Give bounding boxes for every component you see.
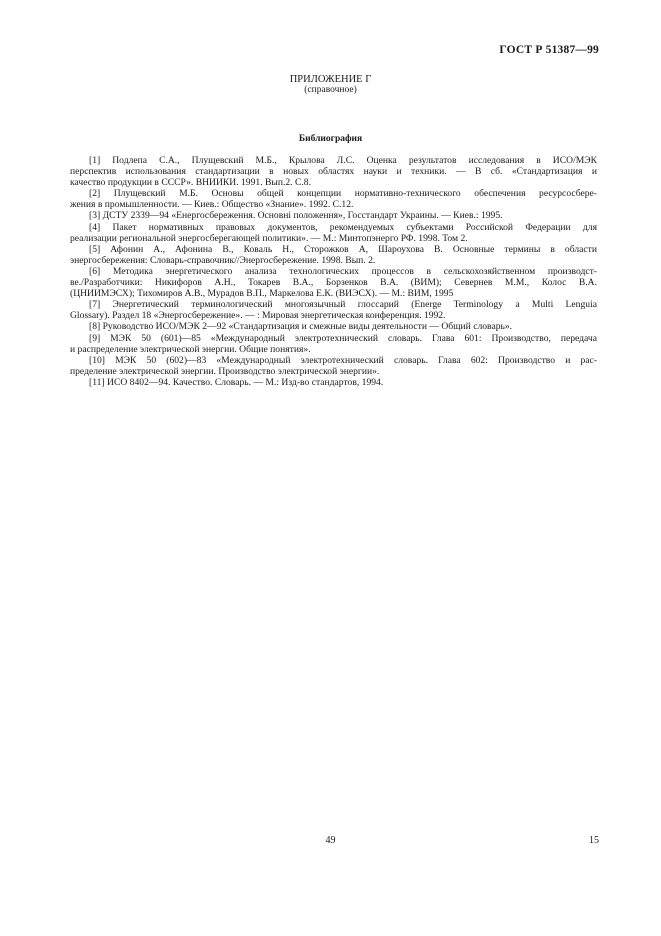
- bibliography-entry-line: [7] Энергетический терминологический многоязычный глоссарий (Energe Terminology a Multi Lenguia: [89, 299, 597, 311]
- bibliography-entry-line: [9] МЭК 50 (601)—85 «Международный электротехнический словарь. Глава 601: Производство, передача: [89, 332, 597, 344]
- bibliography-entry: [70, 333, 597, 355]
- bibliography-entry: [70, 210, 597, 221]
- bibliography-entry-line: энергосбережения: Словарь-справочник//Энергосбережение. 1998. Вып. 2.: [70, 254, 376, 266]
- bibliography-entry-line: Glossary). Раздел 18 «Энергосбережение». — : Мировая энергетическая конференция. 1992.: [70, 310, 446, 322]
- bibliography-entry: [70, 244, 597, 266]
- bibliography-entry: [70, 355, 597, 377]
- bibliography-entry-line: [4] Пакет нормативных правовых документов, рекомендуемых субъектами Российской Федерации для: [89, 221, 597, 233]
- bibliography-entry-line: [11] ИСО 8402—94. Качество. Словарь. — М.: Изд-во стандартов, 1994.: [89, 376, 384, 388]
- bibliography-entry: [70, 321, 597, 332]
- bibliography-list: [70, 155, 597, 388]
- bibliography-entry: [70, 377, 597, 388]
- appendix-title: ПРИЛОЖЕНИЕ Г: [289, 74, 372, 85]
- sheet-number: 15: [589, 835, 599, 846]
- bibliography-entry-line: [3] ДСТУ 2339—94 «Енергосбереження. Основнi положення», Госстандарт Украины. — Киев.: 1995.: [89, 210, 503, 222]
- bibliography-entry: [70, 299, 597, 321]
- bibliography-entry: [70, 155, 597, 188]
- page-number: 49: [325, 835, 336, 846]
- bibliography-entry: [70, 266, 597, 299]
- bibliography-entry-line: (ЦНИИМЭСХ); Тихомиров А.В., Мурадов В.П., Маркелова Е.К. (ВИЭСХ). — М.: ВИМ, 1995: [70, 288, 454, 300]
- bibliography-entry-line: [10] МЭК 50 (602)—83 «Международный электротехнический словарь. Глава 602: Производство и рас-: [89, 354, 597, 366]
- bibliography-entry: [70, 188, 597, 210]
- bibliography-entry-line: [6] Методика энергетического анализа технологических процессов в сельскохозяйственном производст-: [89, 265, 597, 277]
- bibliography-entry-line: [2] Плущевский М.Б. Основы общей концепции нормативно-технического обеспечения ресурсосбере-: [89, 188, 597, 200]
- bibliography-entry-line: [5] Афонин А., Афонина В., Коваль Н., Сторожков А, Шароухова В. Основные термины в области: [89, 243, 597, 255]
- bibliography-entry-line: ве./Разработчики: Никифоров А.Н., Токарев В.А., Борзенков В.А. (ВИМ); Севернев М.М., Колос В.А.: [70, 277, 597, 289]
- bibliography-entry-line: реализации региональной энергосберегающей политики». — М.: Минтопэнерго РФ. 1998. Том 2.: [70, 232, 468, 244]
- bibliography-entry: [70, 222, 597, 244]
- bibliography-entry-line: пределение электрической энергии. Производство электрической энергии».: [70, 365, 380, 377]
- bibliography-entry-line: [1] Подлепа С.А., Плущевский М.Б., Крылова Л.С. Оценка результатов исследования в ИСО/МЭК: [89, 155, 597, 166]
- appendix-heading: [0, 74, 661, 96]
- bibliography-title: Библиография: [298, 134, 363, 144]
- appendix-subtitle: (справочное): [304, 85, 357, 95]
- bibliography-entry-line: жения в промышленности. — Киев.: Общество «Знание». 1992. С.12.: [70, 199, 354, 211]
- bibliography-entry-line: и распределение электрической энергии. Общие понятия».: [70, 343, 311, 355]
- bibliography-entry-line: [8] Руководство ИСО/МЭК 2—92 «Стандартизация и смежные виды деятельности — Общий словарь».: [89, 321, 513, 333]
- document-code: ГОСТ Р 51387—99: [499, 44, 599, 56]
- bibliography-entry-line: качество продукции в СССР». ВНИИКИ. 1991. Вып.2. С.8.: [70, 177, 311, 189]
- bibliography-entry-line: перспектив использования стандартизации в новых областях науки и техники. — В сб. «Стандартизация и: [70, 166, 597, 178]
